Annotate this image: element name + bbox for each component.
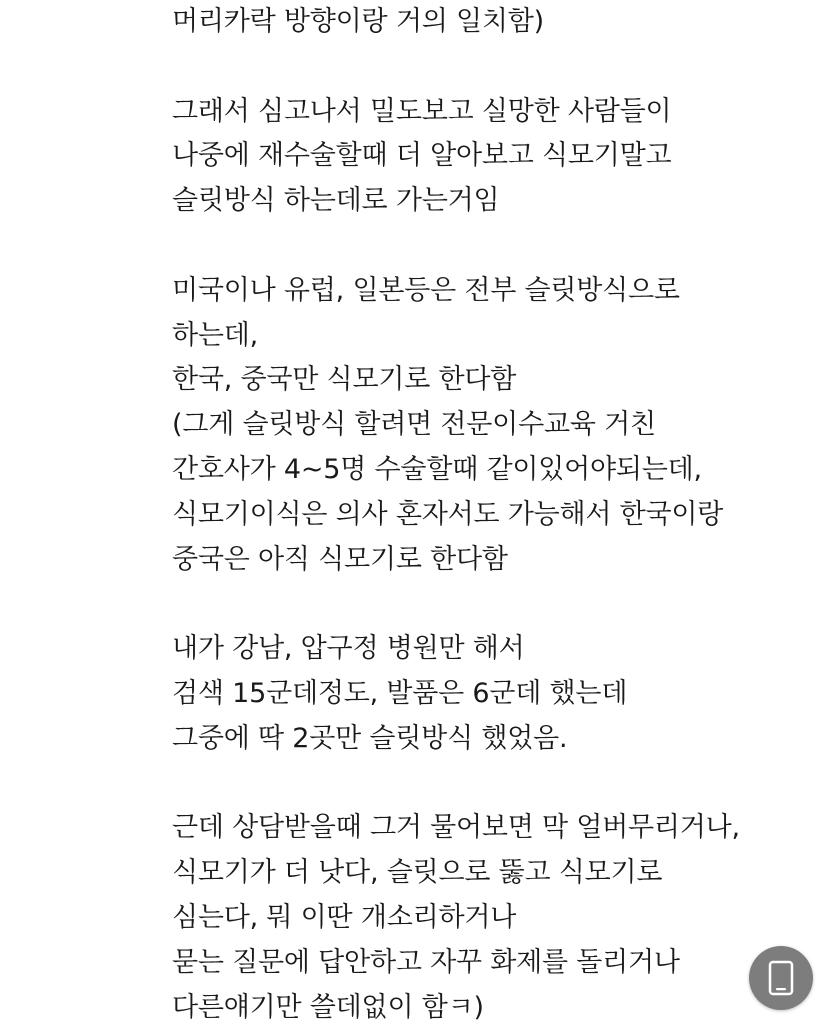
post-line: 중국은 아직 식모기로 한다함 (172, 543, 508, 575)
post-line: 묻는 질문에 답안하고 자꾸 화제를 돌리거나 (172, 946, 680, 978)
post-line: 나중에 재수술할때 더 알아보고 식모기말고 (172, 140, 672, 172)
post-line: 머리카락 방향이랑 거의 일치함) (172, 6, 544, 37)
post-line: 하는데, (172, 319, 259, 351)
post-line (172, 582, 792, 627)
post-line: 식모기가 더 낫다, 슬릿으로 뚫고 식모기로 (172, 857, 663, 889)
post-line: 슬릿방식 하는데로 가는거임 (172, 185, 500, 217)
post-line: 심는다, 뭐 이딴 개소리하거나 (172, 901, 517, 933)
post-line: 근데 상담받을때 그거 물어보면 막 얼버무리거나, (172, 812, 740, 844)
post-line: 그중에 딱 2곳만 슬릿방식 했었음. (172, 722, 568, 754)
mobile-phone-icon (768, 960, 794, 996)
post-line (172, 45, 792, 90)
post-line: 내가 강남, 압구정 병원만 해서 (172, 633, 525, 665)
post-line: 다른얘기만 쓸데없이 함ㅋ) (172, 991, 484, 1023)
post-line (172, 224, 792, 269)
post-line: (그게 슬릿방식 할려면 전문이수교육 거친 (172, 409, 656, 441)
post-line: 한국, 중국만 식모기로 한다함 (172, 364, 517, 396)
post-line (172, 762, 792, 807)
mobile-view-button[interactable] (749, 946, 813, 1010)
post-line: 식모기이식은 의사 혼자서도 가능해서 한국이랑 (172, 498, 724, 530)
post-line: 검색 15군데정도, 발품은 6군데 했는데 (172, 677, 628, 709)
post-line: 그래서 심고나서 밀도보고 실망한 사람들이 (172, 95, 672, 127)
post-line: 미국이나 유럽, 일본등은 전부 슬릿방식으로 (172, 274, 680, 306)
post-content (172, 0, 792, 1030)
post-line: 간호사가 4~5명 수술할때 같이있어야되는데, (172, 453, 702, 485)
